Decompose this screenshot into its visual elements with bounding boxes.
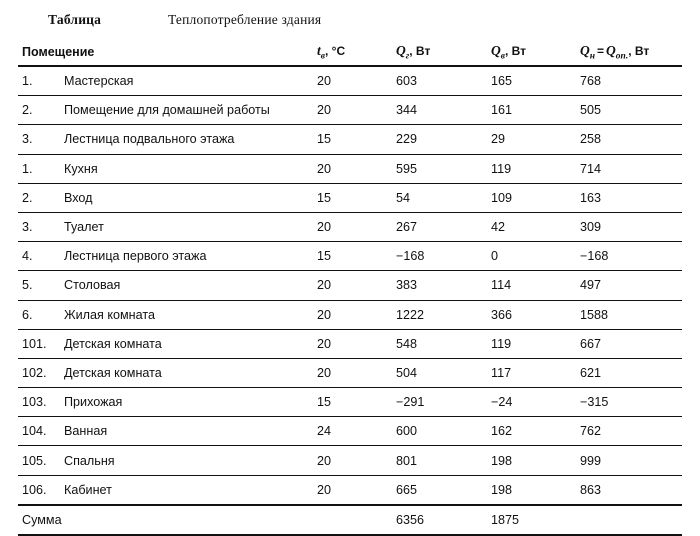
table-row	[18, 417, 682, 446]
room-name: Спальня	[62, 446, 314, 475]
heat-demand-table	[18, 38, 682, 536]
header-room: Помещение	[18, 38, 314, 66]
row-number: 104.	[18, 417, 62, 446]
indoor-temperature: 20	[314, 358, 393, 387]
indoor-temperature: 24	[314, 417, 393, 446]
q-g-value: 595	[393, 154, 488, 183]
table-row	[18, 300, 682, 329]
indoor-temperature: 20	[314, 329, 393, 358]
table-body	[18, 66, 682, 535]
room-name: Помещение для домашней работы	[62, 96, 314, 125]
row-number: 101.	[18, 329, 62, 358]
room-name: Жилая комната	[62, 300, 314, 329]
q-g-value: 603	[393, 66, 488, 96]
header-q-v: $Q_в$, Вт	[488, 38, 577, 66]
row-number: 1.	[18, 154, 62, 183]
indoor-temperature: 20	[314, 212, 393, 241]
indoor-temperature: 20	[314, 271, 393, 300]
q-n-value: 163	[577, 183, 682, 212]
room-name: Кабинет	[62, 475, 314, 505]
q-v-value: 161	[488, 96, 577, 125]
q-n-value: 762	[577, 417, 682, 446]
q-g-value: 267	[393, 212, 488, 241]
indoor-temperature: 15	[314, 183, 393, 212]
indoor-temperature: 20	[314, 154, 393, 183]
q-g-value: 548	[393, 329, 488, 358]
row-number: 5.	[18, 271, 62, 300]
q-v-value: 109	[488, 183, 577, 212]
q-g-value: 504	[393, 358, 488, 387]
indoor-temperature: 20	[314, 300, 393, 329]
table-row	[18, 271, 682, 300]
q-g-value: 383	[393, 271, 488, 300]
q-n-value: 768	[577, 66, 682, 96]
header-q-g: $Q_г$, Вт	[393, 38, 488, 66]
table-row	[18, 212, 682, 241]
indoor-temperature: 20	[314, 96, 393, 125]
table-row	[18, 125, 682, 154]
q-v-value: 119	[488, 154, 577, 183]
room-name: Детская комната	[62, 329, 314, 358]
table-row	[18, 329, 682, 358]
q-v-value: 366	[488, 300, 577, 329]
q-v-value: 0	[488, 242, 577, 271]
row-number: 105.	[18, 446, 62, 475]
room-name: Столовая	[62, 271, 314, 300]
q-n-value: 621	[577, 358, 682, 387]
row-number: 102.	[18, 358, 62, 387]
q-g-value: −168	[393, 242, 488, 271]
q-v-value: 198	[488, 446, 577, 475]
table-row	[18, 388, 682, 417]
q-g-value: 54	[393, 183, 488, 212]
row-number: 1.	[18, 66, 62, 96]
room-name: Кухня	[62, 154, 314, 183]
q-g-value: −291	[393, 388, 488, 417]
room-name: Лестница первого этажа	[62, 242, 314, 271]
q-n-value: 999	[577, 446, 682, 475]
q-v-value: 29	[488, 125, 577, 154]
q-n-value: 309	[577, 212, 682, 241]
row-number: 103.	[18, 388, 62, 417]
q-v-value: 162	[488, 417, 577, 446]
table-row	[18, 96, 682, 125]
q-g-value: 801	[393, 446, 488, 475]
q-g-value: 665	[393, 475, 488, 505]
indoor-temperature: 15	[314, 388, 393, 417]
table-row	[18, 66, 682, 96]
indoor-temperature: 20	[314, 66, 393, 96]
q-v-value: 119	[488, 329, 577, 358]
table-row	[18, 475, 682, 505]
row-number: 3.	[18, 125, 62, 154]
indoor-temperature: 15	[314, 125, 393, 154]
room-name: Ванная	[62, 417, 314, 446]
row-number: 3.	[18, 212, 62, 241]
q-n-value: 1588	[577, 300, 682, 329]
summary-row	[18, 505, 682, 535]
table-row	[18, 446, 682, 475]
table-header-row	[18, 38, 682, 66]
q-n-value: 505	[577, 96, 682, 125]
summary-label: Сумма	[18, 505, 314, 535]
q-v-value: 42	[488, 212, 577, 241]
indoor-temperature: 20	[314, 475, 393, 505]
summary-q-n	[577, 505, 682, 535]
room-name: Лестница подвального этажа	[62, 125, 314, 154]
table-caption-label: Таблица	[48, 12, 102, 27]
room-name: Прихожая	[62, 388, 314, 417]
row-number: 4.	[18, 242, 62, 271]
indoor-temperature: 20	[314, 446, 393, 475]
indoor-temperature: 15	[314, 242, 393, 271]
summary-q-v: 1875	[488, 505, 577, 535]
q-n-value: 714	[577, 154, 682, 183]
room-name: Вход	[62, 183, 314, 212]
q-n-value: 863	[577, 475, 682, 505]
table-row	[18, 154, 682, 183]
table-row	[18, 358, 682, 387]
q-g-value: 344	[393, 96, 488, 125]
q-v-value: 117	[488, 358, 577, 387]
header-indoor-temperature: $t_в$, °C	[314, 38, 393, 66]
room-name: Детская комната	[62, 358, 314, 387]
q-g-value: 1222	[393, 300, 488, 329]
q-n-value: −315	[577, 388, 682, 417]
header-q-n: $Q_н = Q_{оп.}$, Вт	[577, 38, 682, 66]
q-n-value: −168	[577, 242, 682, 271]
summary-q-g: 6356	[393, 505, 488, 535]
row-number: 2.	[18, 96, 62, 125]
row-number: 106.	[18, 475, 62, 505]
summary-temperature	[314, 505, 393, 535]
row-number: 2.	[18, 183, 62, 212]
q-n-value: 258	[577, 125, 682, 154]
table-row	[18, 183, 682, 212]
q-v-value: 198	[488, 475, 577, 505]
table-caption	[18, 12, 682, 28]
q-v-value: 114	[488, 271, 577, 300]
q-g-value: 229	[393, 125, 488, 154]
q-n-value: 667	[577, 329, 682, 358]
q-v-value: −24	[488, 388, 577, 417]
q-n-value: 497	[577, 271, 682, 300]
table-row	[18, 242, 682, 271]
room-name: Мастерская	[62, 66, 314, 96]
q-v-value: 165	[488, 66, 577, 96]
row-number: 6.	[18, 300, 62, 329]
q-g-value: 600	[393, 417, 488, 446]
table-caption-title: Теплопотребление здания	[168, 12, 322, 27]
room-name: Туалет	[62, 212, 314, 241]
